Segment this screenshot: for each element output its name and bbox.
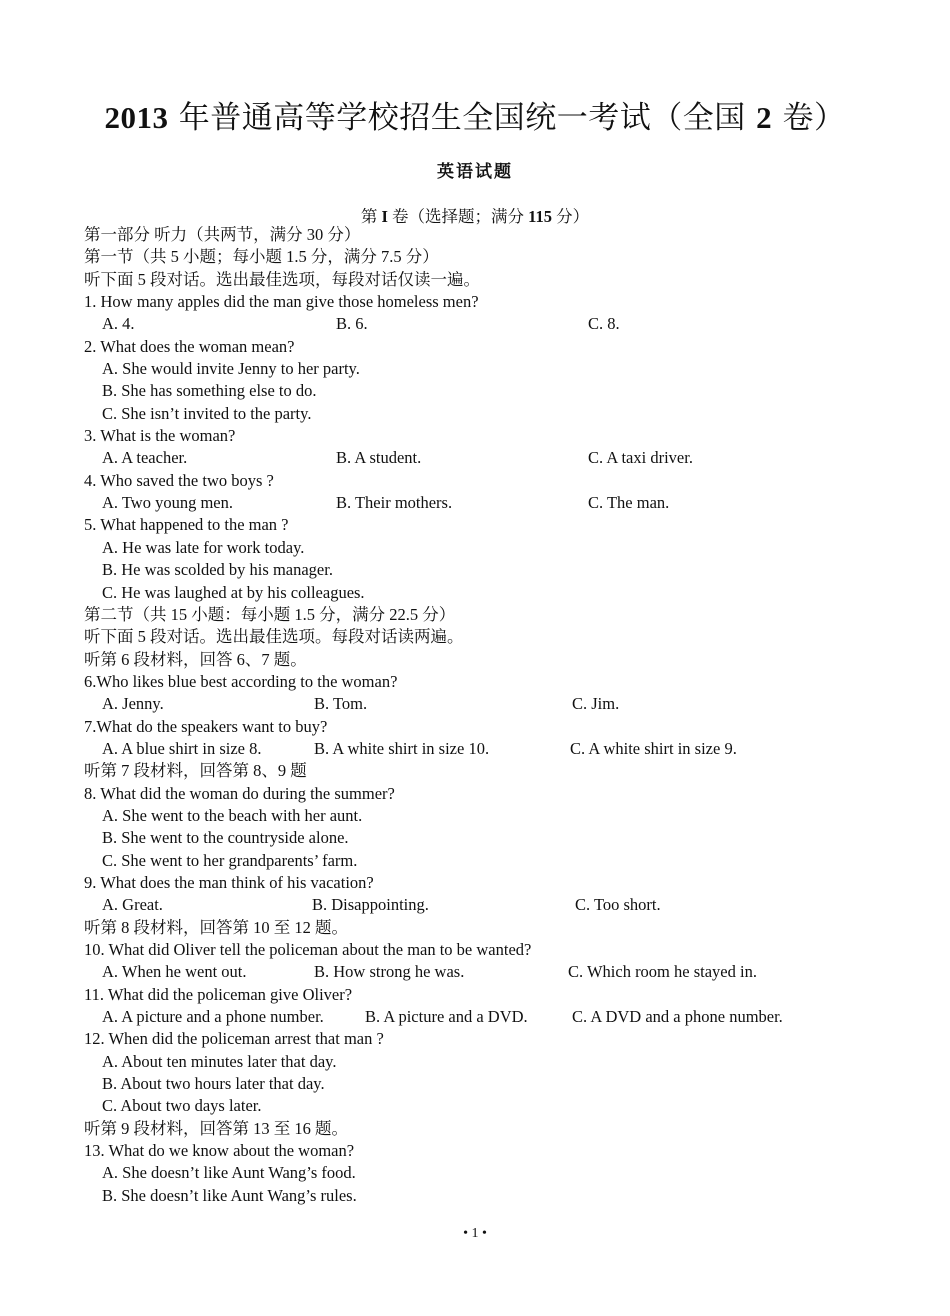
option-a: A. A picture and a phone number. xyxy=(102,1007,324,1027)
document-title: 2013 年普通高等学校招生全国统一考试（全国 2 卷） xyxy=(104,100,846,136)
option-b: B. A student. xyxy=(336,448,422,468)
question-4: 4. Who saved the two boys ? xyxy=(84,470,274,490)
option-c: C. Too short. xyxy=(575,895,661,915)
options-row xyxy=(84,447,924,469)
material-heading: 听第 9 段材料，回答第 13 至 16 题。 xyxy=(84,1118,348,1138)
option-c: C. 8. xyxy=(588,314,620,334)
material-heading: 听第 8 段材料，回答第 10 至 12 题。 xyxy=(84,917,348,937)
option-b: B. How strong he was. xyxy=(314,962,465,982)
option-c: C. The man. xyxy=(588,493,670,513)
section-instruction: 听下面 5 段对话。选出最佳选项，每段对话仅读一遍。 xyxy=(84,269,480,289)
section-instruction: 听下面 5 段对话。选出最佳选项。每段对话读两遍。 xyxy=(84,627,464,647)
option-c: C. A white shirt in size 9. xyxy=(570,738,737,758)
options-row xyxy=(84,492,924,514)
question-1: 1. How many apples did the man give those homeless men? xyxy=(84,292,479,312)
option-a: A. Great. xyxy=(102,895,163,915)
question-10: 10. What did Oliver tell the policeman about the man to be wanted? xyxy=(84,940,532,959)
option-b: B. He was scolded by his manager. xyxy=(102,560,333,580)
option-b: B. A picture and a DVD. xyxy=(365,1007,528,1027)
option-b: B. About two hours later that day. xyxy=(102,1074,325,1094)
option-c: C. He was laughed at by his colleagues. xyxy=(102,582,365,602)
option-a: A. When he went out. xyxy=(102,962,247,982)
option-a: A. Two young men. xyxy=(102,493,233,513)
option-a: A. She would invite Jenny to her party. xyxy=(102,359,360,379)
option-a: A. A teacher. xyxy=(102,448,188,468)
options-row xyxy=(84,738,924,760)
option-a: A. A blue shirt in size 8. xyxy=(102,738,262,758)
page-number: • 1 • xyxy=(463,1226,487,1241)
question-2: 2. What does the woman mean? xyxy=(84,336,295,356)
option-a: A. 4. xyxy=(102,314,135,334)
option-c: C. About two days later. xyxy=(102,1096,262,1116)
question-6: 6.Who likes blue best according to the woman? xyxy=(84,671,398,691)
question-7: 7.What do the speakers want to buy? xyxy=(84,716,328,736)
option-b: B. Disappointing. xyxy=(312,895,429,915)
material-heading: 听第 6 段材料，回答 6、7 题。 xyxy=(84,649,307,669)
option-a: A. He was late for work today. xyxy=(102,537,305,557)
section-heading: 第二节（共 15 小题：每小题 1.5 分，满分 22.5 分） xyxy=(84,604,456,624)
option-b: B. She has something else to do. xyxy=(102,381,317,401)
option-b: B. Tom. xyxy=(314,694,368,714)
option-a: A. She doesn’t like Aunt Wang’s food. xyxy=(102,1163,356,1183)
options-row xyxy=(84,894,924,916)
option-a: A. She went to the beach with her aunt. xyxy=(102,805,363,825)
option-c: C. She isn’t invited to the party. xyxy=(102,403,312,423)
question-5: 5. What happened to the man ? xyxy=(84,515,289,535)
question-11: 11. What did the policeman give Oliver? xyxy=(84,984,353,1004)
option-c: C. She went to her grandparents’ farm. xyxy=(102,850,358,870)
exam-content xyxy=(84,224,924,1207)
question-12: 12. When did the policeman arrest that man ? xyxy=(84,1029,384,1049)
option-b: B. She doesn’t like Aunt Wang’s rules. xyxy=(102,1185,357,1205)
option-c: C. A DVD and a phone number. xyxy=(572,1007,783,1027)
option-b: B. A white shirt in size 10. xyxy=(314,738,490,758)
question-3: 3. What is the woman? xyxy=(84,426,236,446)
volume-heading: 第 I 卷（选择题；满分 115 分） xyxy=(360,207,590,226)
option-c: C. Jim. xyxy=(572,694,620,714)
options-row xyxy=(84,1006,924,1028)
document-subtitle: 英语试题 xyxy=(437,162,513,182)
options-row xyxy=(84,313,924,335)
option-a: A. About ten minutes later that day. xyxy=(102,1051,337,1071)
material-heading: 听第 7 段材料，回答第 8、9 题 xyxy=(84,761,307,781)
option-c: C. Which room he stayed in. xyxy=(568,962,757,982)
option-b: B. 6. xyxy=(336,314,368,334)
option-c: C. A taxi driver. xyxy=(588,448,693,468)
section-heading: 第一节（共 5 小题；每小题 1.5 分，满分 7.5 分） xyxy=(84,247,439,267)
question-9: 9. What does the man think of his vacation? xyxy=(84,872,374,892)
option-b: B. Their mothers. xyxy=(336,493,453,513)
option-b: B. She went to the countryside alone. xyxy=(102,828,349,848)
options-row xyxy=(84,693,924,715)
part-heading: 第一部分 听力（共两节，满分 30 分） xyxy=(84,225,361,244)
options-row xyxy=(84,961,924,983)
question-8: 8. What did the woman do during the summer? xyxy=(84,783,395,803)
question-13: 13. What do we know about the woman? xyxy=(84,1141,355,1161)
option-a: A. Jenny. xyxy=(102,694,164,714)
